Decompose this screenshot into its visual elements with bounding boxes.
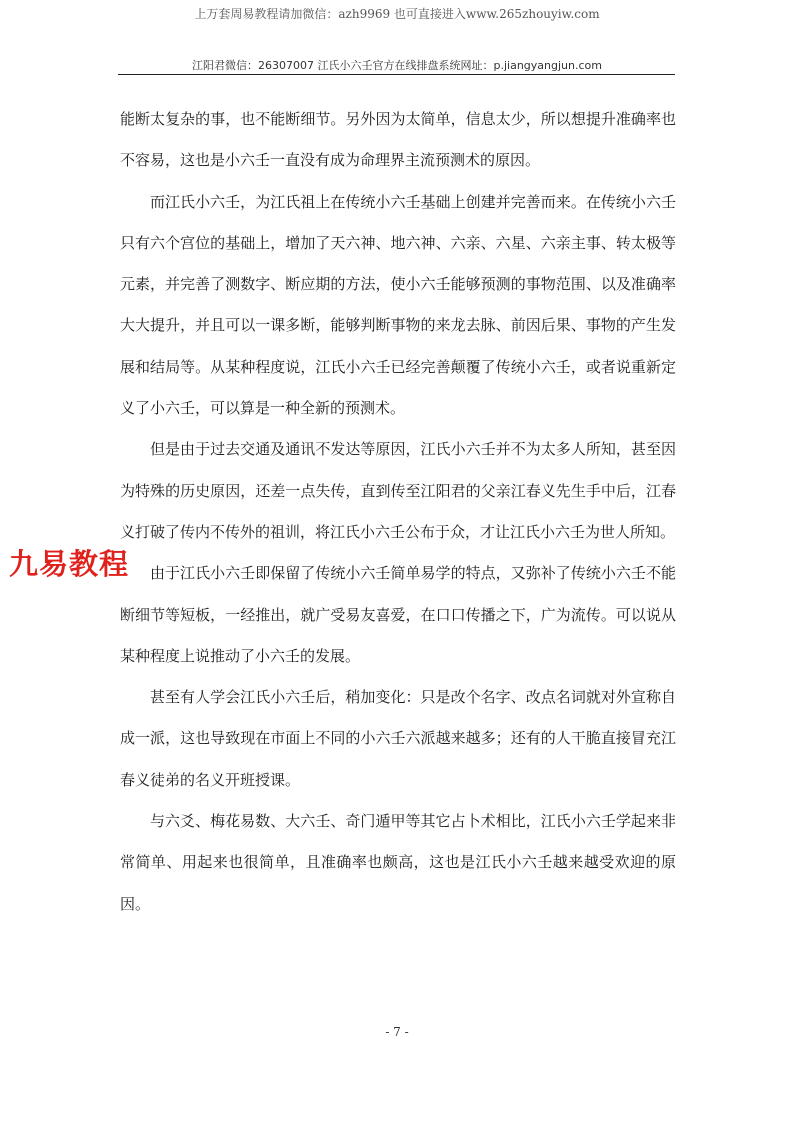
paragraph-1: 能断太复杂的事，也不能断细节。另外因为太简单，信息太少，所以想提升准确率也不容易，这也是小六壬一直没有成为命理界主流预测术的原因。 [120,110,676,170]
paragraph-4: 由于江氏小六壬即保留了传统小六壬简单易学的特点，又弥补了传统小六壬不能断细节等短板，一经推出，就广受易友喜爱，在口口传播之下，广为流传。可以说从某种程度上说推动了小六壬的发展。 [120,564,676,665]
paragraph-3: 但是由于过去交通及通讯不发达等原因，江氏小六壬并不为太多人所知，甚至因为特殊的历史原因，还差一点失传，直到传至江阳君的父亲江春义先生手中后，江春义打破了传内不传外的祖训，将江氏小六壬公布于众，才让江氏小六壬为世人所知。 [120,440,676,541]
paragraph-6: 与六爻、梅花易数、大六壬、奇门遁甲等其它占卜术相比，江氏小六壬学起来非常简单、用起来也很简单，且准确率也颇高，这也是江氏小六壬越来越受欢迎的原因。 [120,812,676,913]
paragraph-2: 而江氏小六壬，为江氏祖上在传统小六壬基础上创建并完善而来。在传统小六壬只有六个宫位的基础上，增加了天六神、地六神、六亲、六星、六亲主事、转太极等元素，并完善了测数字、断应期的方法，使小六壬能够预测的事物范围、以及准确率大大提升，并且可以一课多断，能够判断事物的来龙去脉、前因后果、事物的产生发展和结局等。从某种程度说，江氏小六壬已经完善颠覆了传统小六壬，或者说重新定义了小六壬，可以算是一种全新的预测术。 [120,192,676,418]
page-header: 江阳君微信：26307007 江氏小六壬官方在线排盘系统网址：p.jiangyangjun.com [192,59,602,72]
paragraph-5: 甚至有人学会江氏小六壬后，稍加变化：只是改个名字、改点名词就对外宣称自成一派，这也导致现在市面上不同的小六壬六派越来越多；还有的人干脆直接冒充江春义徒弟的名义开班授课。 [120,688,676,789]
page-number: - 7 - [385,1025,409,1039]
top-banner: 上万套周易教程请加微信：azh9969 也可直接进入www.265zhouyiw.com [194,7,600,21]
document-body [120,99,676,925]
header-divider [118,74,675,75]
watermark-logo: 九易教程 [9,547,130,581]
